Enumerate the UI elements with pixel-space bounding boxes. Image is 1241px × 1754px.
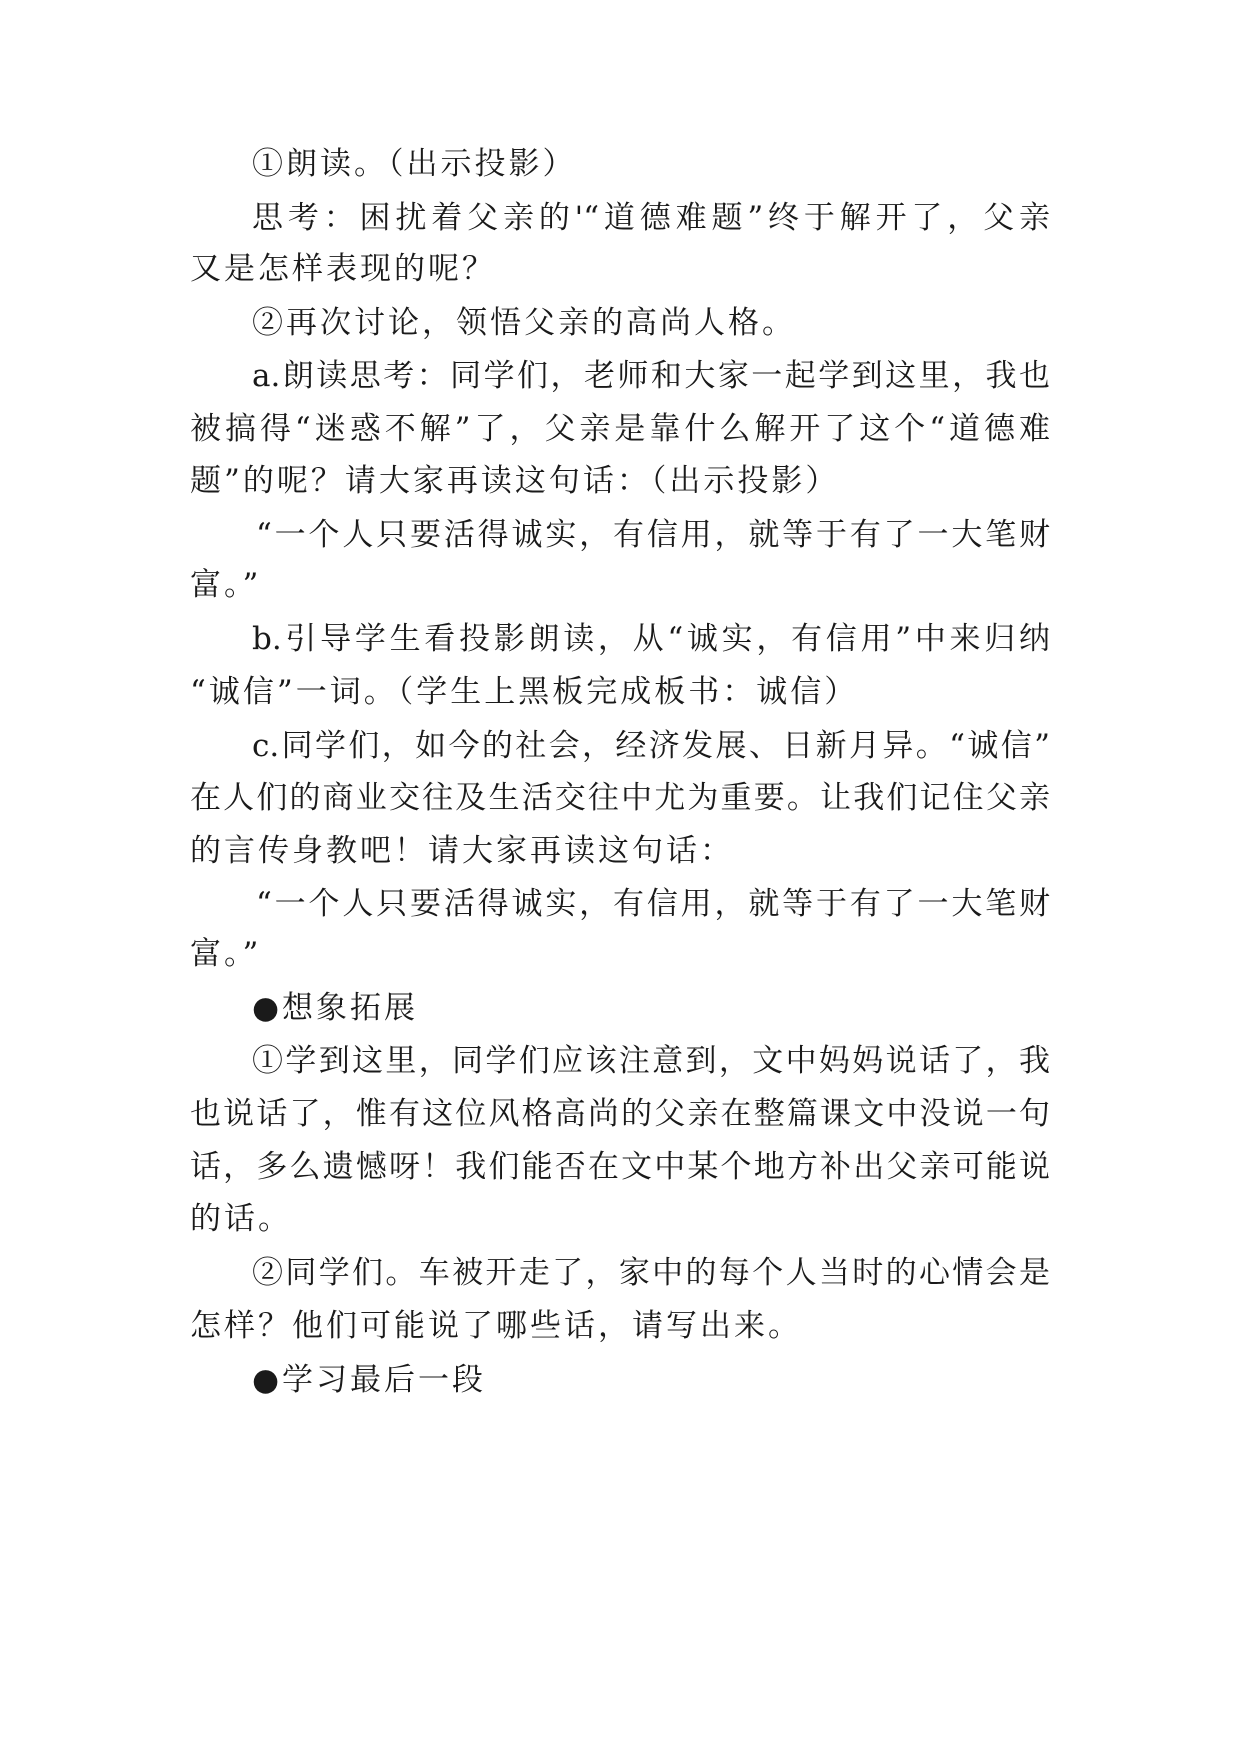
text-line-imagination-2: ②同学们。车被开走了，家中的每个人当时的心情会是 [252,1255,1050,1291]
text-line-imagination-2-cont: 怎样？他们可能说了哪些话，请写出来。 [190,1308,802,1344]
text-line-read-aloud: ①朗读。（出示投影） [252,146,577,182]
text-line-quote-2: “一个人只要活得诚实，有信用，就等于有了一大笔财 [256,886,1050,922]
text-line-think-question: 思考：困扰着父亲的'“道德难题”终于解开了，父亲 [252,200,1050,236]
text-line-imagination-1-cont-2: 话，多么遗憾呀！我们能否在文中某个地方补出父亲可能说 [190,1149,1050,1185]
text-line-quote-1-cont: 富。” [190,567,262,603]
text-line-think-question-cont: 又是怎样表现的呢？ [190,251,496,287]
text-line-c-cont-2: 的言传身教吧！请大家再读这句话： [190,833,734,869]
text-line-c-cont-1: 在人们的商业交往及生活交往中尤为重要。让我们记住父亲 [190,780,1050,816]
text-line-a-read-think: a.朗读思考：同学们，老师和大家一起学到这里，我也 [252,358,1050,394]
text-line-imagination-1: ①学到这里，同学们应该注意到，文中妈妈说话了，我 [252,1043,1050,1079]
text-line-b-guide: b.引导学生看投影朗读，从“诚实，有信用”中来归纳 [252,621,1050,657]
text-line-imagination-1-cont-3: 的话。 [190,1201,292,1237]
text-line-a-cont-1: 被搞得“迷惑不解”了，父亲是靠什么解开了这个“道德难 [190,411,1050,447]
section-heading-imagination: ●想象拓展 [252,990,419,1026]
text-line-b-cont: “诚信”一词。（学生上黑板完成板书：诚信） [190,674,859,710]
text-line-quote-1: “一个人只要活得诚实，有信用，就等于有了一大笔财 [256,517,1050,553]
text-line-quote-2-cont: 富。” [190,936,262,972]
section-heading-last-paragraph: ●学习最后一段 [252,1362,487,1398]
text-line-c-students: c.同学们，如今的社会，经济发展、日新月异。“诚信” [252,728,1050,764]
text-line-imagination-1-cont-1: 也说话了，惟有这位风格高尚的父亲在整篇课文中没说一句 [190,1096,1050,1132]
text-line-a-cont-2: 题”的呢？请大家再读这句话：（出示投影） [190,463,840,499]
text-line-discuss-again: ②再次讨论，领悟父亲的高尚人格。 [252,305,796,341]
